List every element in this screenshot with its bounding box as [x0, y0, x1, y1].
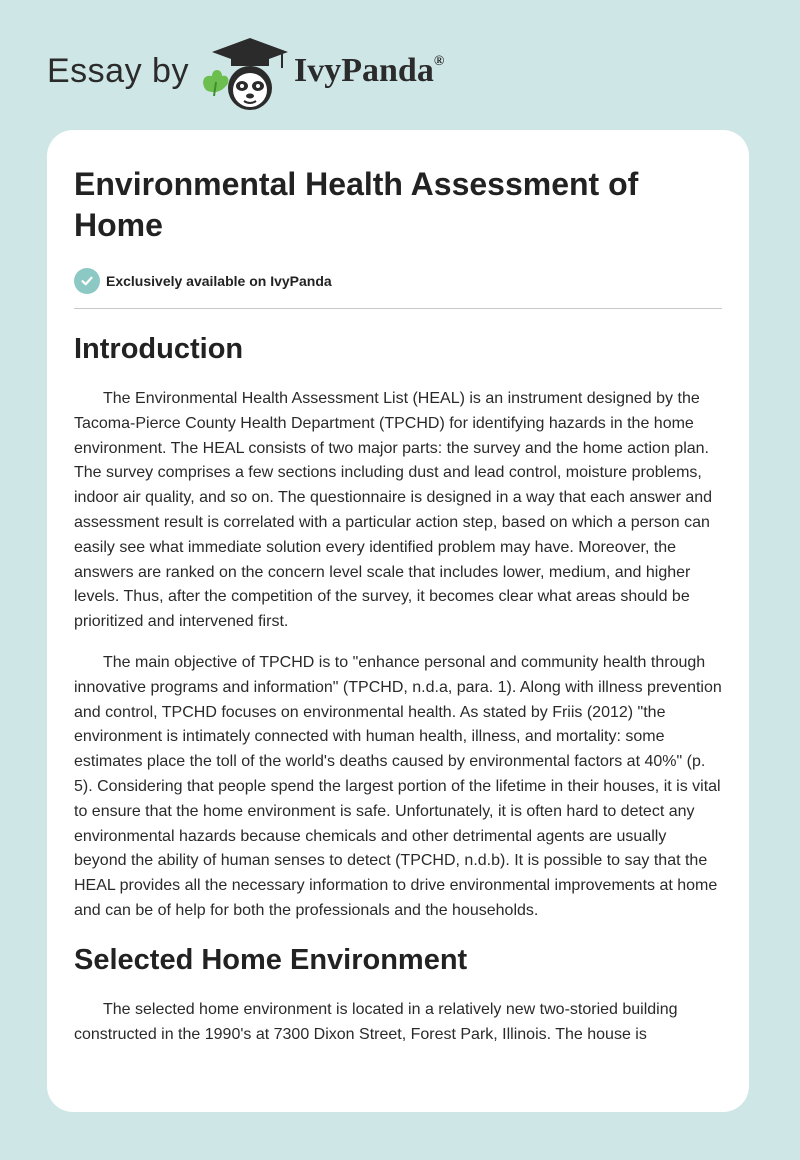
ivypanda-logo-icon[interactable] [198, 34, 294, 114]
exclusive-badge-label: Exclusively available on IvyPanda [106, 273, 332, 289]
section-heading-introduction: Introduction [74, 333, 244, 365]
registered-mark: ® [433, 53, 445, 69]
paragraph: The selected home environment is located in a relatively new two-storied building constructed in the 1990's at 7300 Dixon Street, Forest Park, Illinois. The house is [74, 1000, 678, 1043]
check-circle-icon [74, 268, 100, 294]
brand-name[interactable] [294, 52, 444, 90]
brand-label: IvyPanda [294, 52, 434, 89]
article-card [47, 130, 749, 1112]
exclusive-badge [74, 267, 722, 295]
paragraph: The main objective of TPCHD is to "enhance personal and community health through innovative programs and information" (TPCHD, n.d.a, para. 1). Along with illness prevention and control, TPCHD focuses on environmental health. As stated by Friis (2012) "the environment is intimately connected with human health, illness, and mortality: some estimates place the toll of the world's deaths caused by environmental factors at 40%" (p. 5). Considering that people spend the largest portion of the lifetime in their houses, it is vital to ensure that the home environment is safe. Unfortunately, it is often hard to detect any environmental hazards because chemicals and other detrimental agents are usually beyond the ability of human senses to detect (TPCHD, n.d.b). It is possible to say that the HEAL provides all the necessary information to drive environmental improvements at home and can be of help for both the professionals and the households. [74, 653, 722, 919]
title-divider [74, 308, 722, 309]
article-title: Environmental Health Assessment of Home [74, 166, 639, 243]
site-header [0, 0, 800, 130]
essay-by-label: Essay by [47, 52, 189, 90]
section-heading-selected-home-environment: Selected Home Environment [74, 943, 468, 976]
paragraph: The Environmental Health Assessment List (HEAL) is an instrument designed by the Tacoma-Pierce County Health Department (TPCHD) for identifying hazards in the home environment. The HEAL consists of two major parts: the survey and the home action plan. The survey comprises a few sections including dust and lead control, moisture problems, indoor air quality, and so on. The questionnaire is designed in a way that each answer and assessment result is correlated with a particular action step, based on which a person can easily see what immediate solution every identified problem may have. Moreover, the answers are ranked on the concern level scale that includes lower, medium, and higher levels. Thus, after the competition of the survey, it becomes clear what areas should be prioritized and intervened first. [74, 390, 713, 631]
